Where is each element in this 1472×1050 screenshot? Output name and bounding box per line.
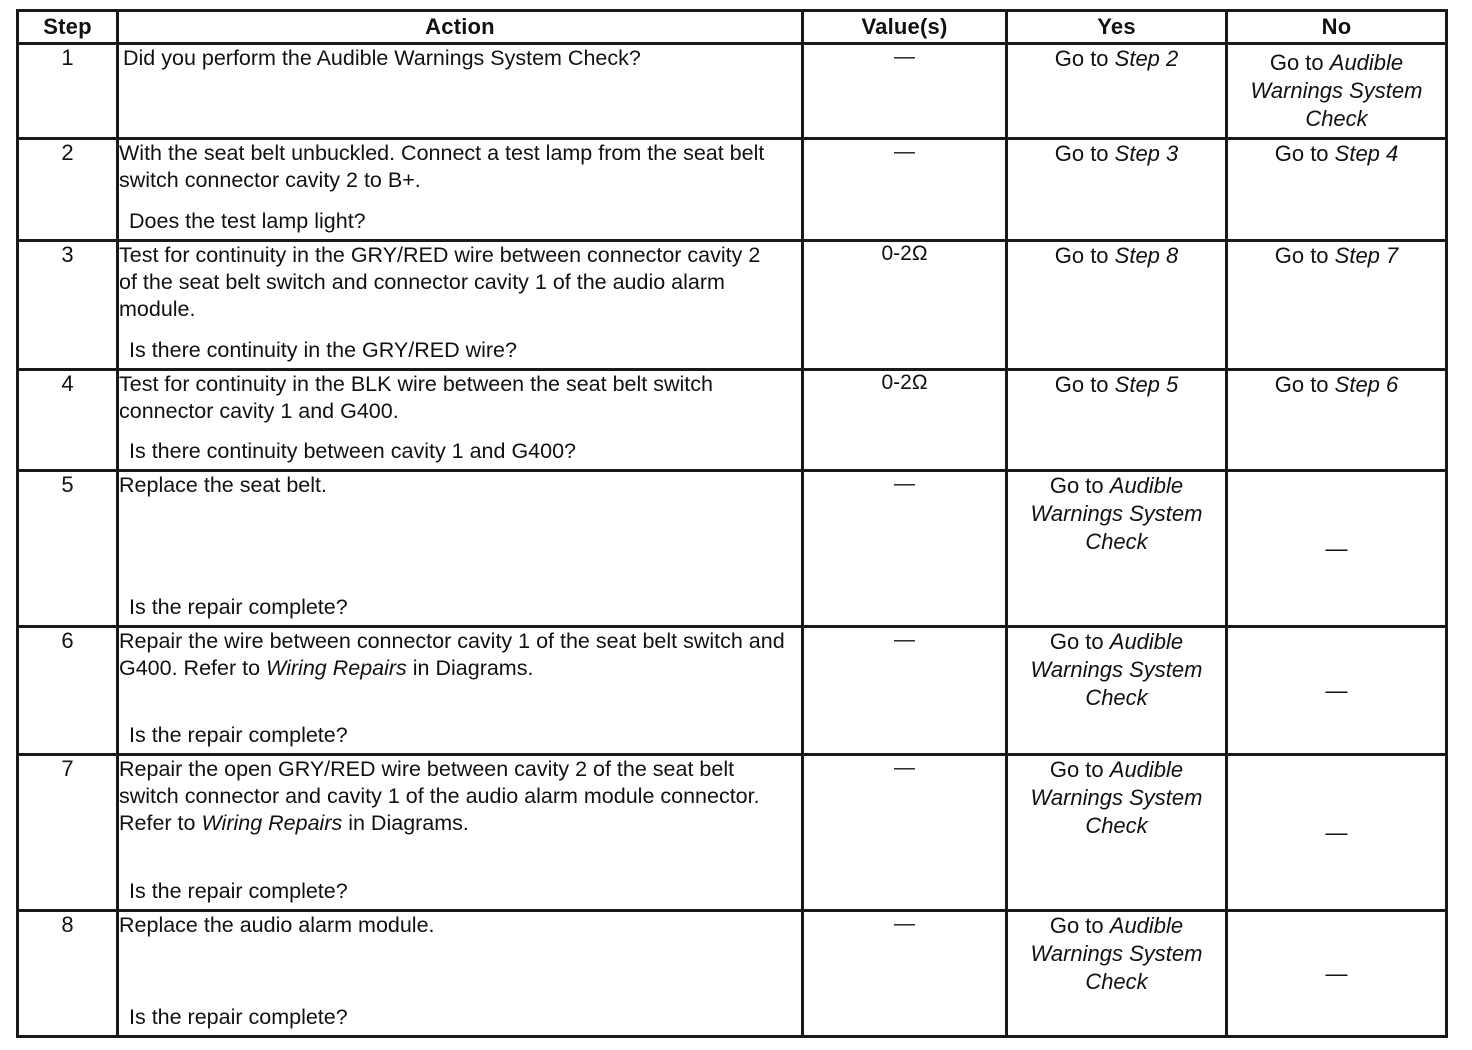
yes-cell <box>1007 911 1227 1037</box>
step-number: 4 <box>18 370 118 471</box>
yes-cell <box>1007 471 1227 627</box>
action-text <box>119 628 801 682</box>
step-number: 8 <box>18 911 118 1037</box>
action-cell <box>118 911 803 1037</box>
no-prefix: Go to <box>1274 243 1335 268</box>
yes-prefix: Go to <box>1049 473 1110 498</box>
no-target: Step 7 <box>1334 243 1399 268</box>
no-cell <box>1227 139 1447 241</box>
header-yes: Yes <box>1007 11 1227 44</box>
value-cell: — <box>803 755 1007 911</box>
no-target: — <box>1325 677 1348 703</box>
action-question: Does the test lamp light? <box>129 209 366 233</box>
diagnostic-table <box>16 9 1448 1038</box>
action-cell <box>118 139 803 241</box>
no-target: — <box>1325 960 1348 986</box>
action-cell <box>118 370 803 471</box>
value-cell: — <box>803 627 1007 755</box>
no-prefix: Go to <box>1274 141 1335 166</box>
yes-cell <box>1007 241 1227 370</box>
step-number: 2 <box>18 139 118 241</box>
action-cell <box>118 627 803 755</box>
header-step: Step <box>18 11 118 44</box>
action-text-before: Repair the wire between connector cavity 1 of the seat belt switch and G400. Refer to <box>119 629 785 680</box>
table-header-row <box>18 11 1447 44</box>
yes-prefix: Go to <box>1054 46 1115 71</box>
wiring-repairs-ref: Wiring Repairs <box>201 811 343 835</box>
yes-target: Audible Warnings System Check <box>1030 757 1203 838</box>
value-cell: — <box>803 471 1007 627</box>
table-row <box>18 755 1447 911</box>
action-text: Test for continuity in the GRY/RED wire between connector cavity 2 of the seat belt switch and connector cavity 1 of the audio alarm module. <box>119 243 761 321</box>
table-row <box>18 44 1447 139</box>
step-number: 7 <box>18 755 118 911</box>
yes-prefix: Go to <box>1054 372 1115 397</box>
value-cell: 0-2Ω <box>803 241 1007 370</box>
no-cell <box>1227 44 1447 139</box>
action-question: Is there continuity in the GRY/RED wire? <box>129 338 517 362</box>
yes-cell <box>1007 370 1227 471</box>
table-row <box>18 139 1447 241</box>
yes-cell <box>1007 627 1227 755</box>
action-question: Is the repair complete? <box>129 595 348 619</box>
value-cell: 0-2Ω <box>803 370 1007 471</box>
action-text-after: in Diagrams. <box>342 811 469 835</box>
yes-cell <box>1007 44 1227 139</box>
no-target: Audible Warnings System Check <box>1250 50 1423 131</box>
step-number: 5 <box>18 471 118 627</box>
no-cell <box>1227 241 1447 370</box>
action-text-after: in Diagrams. <box>406 656 534 680</box>
no-cell <box>1227 911 1447 1037</box>
action-cell <box>118 44 803 139</box>
yes-target: Step 5 <box>1114 372 1179 397</box>
yes-target: Step 8 <box>1114 243 1179 268</box>
action-cell <box>118 471 803 627</box>
step-number: 3 <box>18 241 118 370</box>
action-text: With the seat belt unbuckled. Connect a test lamp from the seat belt switch connector cavity 2 to B+. <box>119 141 765 192</box>
yes-prefix: Go to <box>1049 757 1110 782</box>
no-cell <box>1227 627 1447 755</box>
no-cell <box>1227 370 1447 471</box>
yes-target: Audible Warnings System Check <box>1030 913 1203 994</box>
header-values: Value(s) <box>803 11 1007 44</box>
yes-cell <box>1007 755 1227 911</box>
header-action: Action <box>118 11 803 44</box>
value-cell: — <box>803 139 1007 241</box>
yes-target: Step 2 <box>1114 46 1179 71</box>
step-number: 6 <box>18 627 118 755</box>
action-text: Test for continuity in the BLK wire between the seat belt switch connector cavity 1 and G400. <box>119 372 713 423</box>
yes-prefix: Go to <box>1049 913 1110 938</box>
header-no: No <box>1227 11 1447 44</box>
action-question: Is the repair complete? <box>129 879 348 903</box>
action-text <box>119 756 801 837</box>
yes-prefix: Go to <box>1054 243 1115 268</box>
no-prefix: Go to <box>1269 50 1330 75</box>
table-row <box>18 911 1447 1037</box>
yes-target: Audible Warnings System Check <box>1030 473 1203 554</box>
no-target: — <box>1325 819 1348 845</box>
action-question: Is the repair complete? <box>129 1005 348 1029</box>
action-cell <box>118 755 803 911</box>
table-row <box>18 241 1447 370</box>
action-text: Did you perform the Audible Warnings System Check? <box>123 46 641 70</box>
no-cell <box>1227 471 1447 627</box>
no-target: Step 6 <box>1334 372 1399 397</box>
value-cell: — <box>803 911 1007 1037</box>
table-row <box>18 370 1447 471</box>
yes-prefix: Go to <box>1054 141 1115 166</box>
action-text-before: Repair the open GRY/RED wire between cavity 2 of the seat belt switch connector and cavity 1 of the audio alarm module connector. Refer to <box>119 757 760 835</box>
action-question: Is the repair complete? <box>129 723 348 747</box>
wiring-repairs-ref: Wiring Repairs <box>266 656 407 680</box>
action-question: Is there continuity between cavity 1 and G400? <box>129 439 576 463</box>
yes-prefix: Go to <box>1049 629 1110 654</box>
table-row <box>18 627 1447 755</box>
yes-cell <box>1007 139 1227 241</box>
yes-target: Audible Warnings System Check <box>1030 629 1203 710</box>
action-cell <box>118 241 803 370</box>
table-row <box>18 471 1447 627</box>
step-number: 1 <box>18 44 118 139</box>
yes-target: Step 3 <box>1114 141 1179 166</box>
action-text: Replace the seat belt. <box>119 473 327 497</box>
action-text: Replace the audio alarm module. <box>119 913 435 937</box>
no-cell <box>1227 755 1447 911</box>
no-target: Step 4 <box>1334 141 1399 166</box>
value-cell: — <box>803 44 1007 139</box>
no-target: — <box>1325 535 1348 561</box>
no-prefix: Go to <box>1274 372 1335 397</box>
